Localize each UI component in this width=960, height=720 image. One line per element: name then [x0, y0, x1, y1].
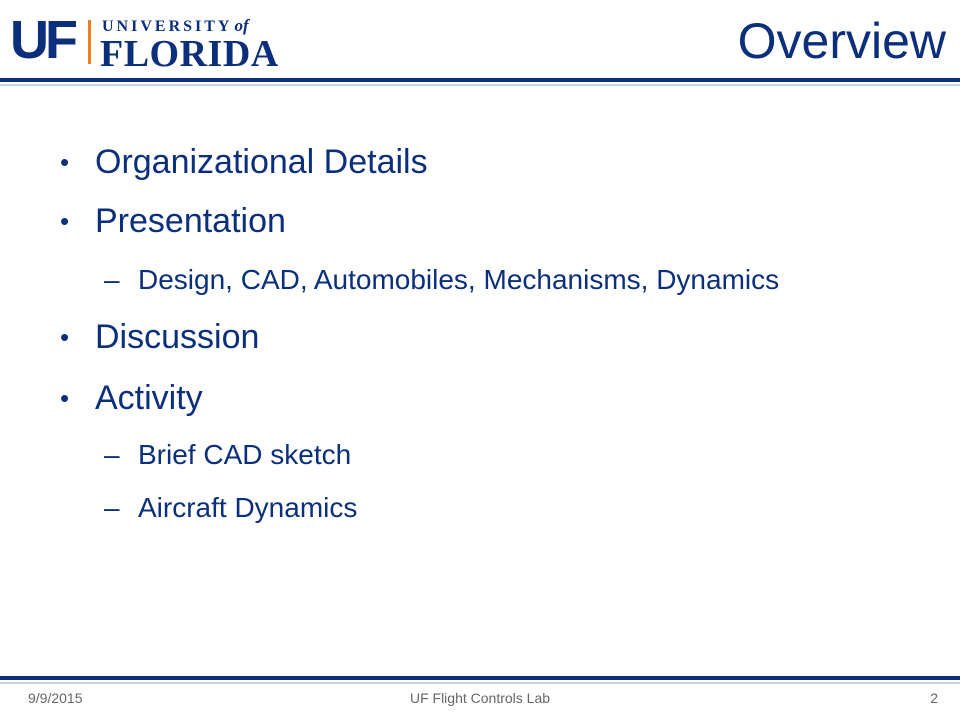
sub-bullet-text: Design, CAD, Automobiles, Mechanisms, Dynamics	[138, 264, 780, 295]
footer-date: 9/9/2015	[28, 690, 83, 706]
logo-florida-text: FLORIDA	[100, 33, 279, 75]
sub-bullet-text: Aircraft Dynamics	[138, 492, 358, 523]
logo-university-word: UNIVERSITY	[102, 18, 233, 35]
bullet-text: Presentation	[95, 202, 286, 240]
bullet-text: Organizational Details	[95, 143, 428, 181]
slide-title: Overview	[737, 13, 946, 69]
logo-uf-text: UF	[10, 10, 74, 70]
sub-bullet-text: Brief CAD sketch	[138, 439, 352, 470]
bullet-text: Discussion	[95, 318, 260, 356]
bullet-marker: •	[60, 383, 70, 413]
bullet-marker: •	[60, 147, 70, 177]
footer-lab-name: UF Flight Controls Lab	[409, 690, 551, 706]
logo-of-word: of	[234, 16, 249, 35]
header-rule-light	[0, 84, 960, 86]
sub-bullet-marker: –	[104, 439, 120, 470]
sub-bullet-marker: –	[104, 264, 120, 295]
bullet-marker: •	[60, 206, 70, 236]
footer-rule	[0, 676, 960, 680]
footer-page-number: 2	[930, 690, 938, 706]
bullet-text: Activity	[95, 379, 203, 417]
logo-divider	[88, 20, 91, 64]
sub-bullet-marker: –	[104, 492, 120, 523]
footer-rule-light	[0, 682, 960, 684]
bullet-marker: •	[60, 322, 70, 352]
header-rule	[0, 78, 960, 82]
